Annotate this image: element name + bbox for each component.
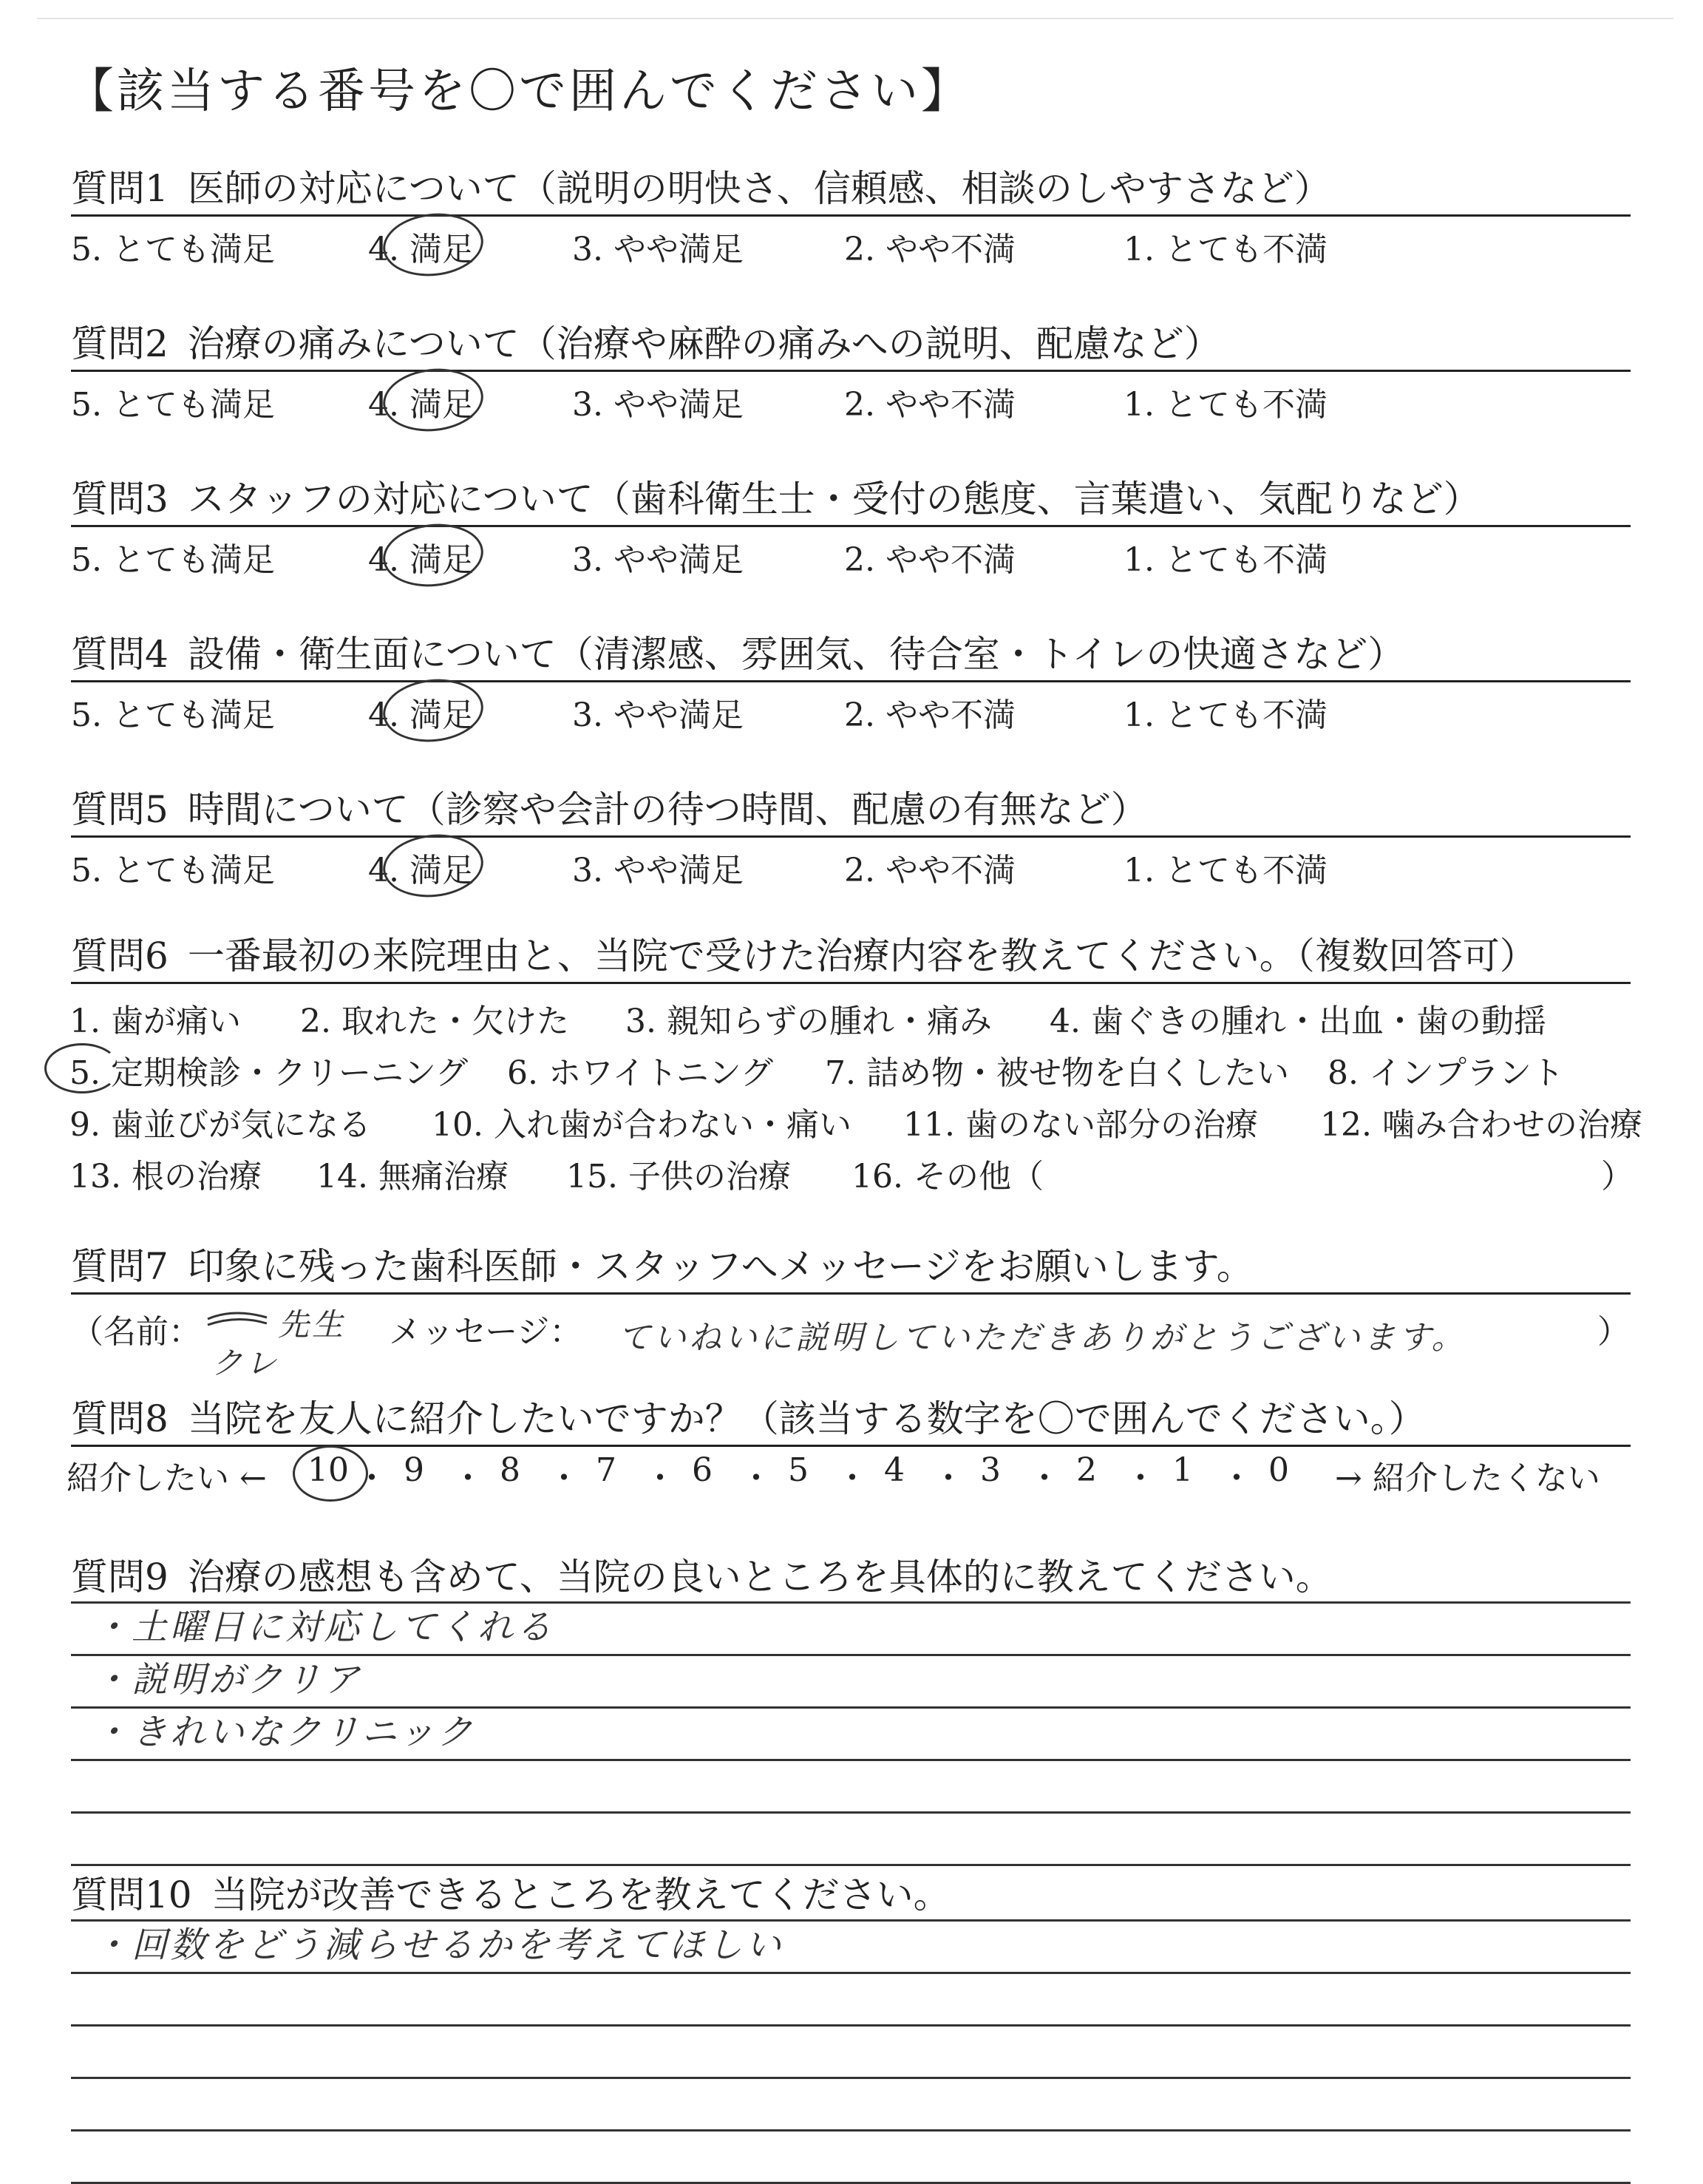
scale-value[interactable]: 1 [1172,1451,1193,1489]
scale-value[interactable]: 8 [500,1451,520,1489]
page-header: 【該当する番号を〇で囲んでください】 [67,64,971,119]
answer-line[interactable] [71,1761,1631,1814]
rating-option[interactable]: 1. とても不満 [1124,541,1328,579]
scale-separator: ・ [1028,1459,1061,1497]
treatment-option[interactable]: 5. 定期検診・クリーニング [69,1054,469,1092]
question-number: 質問1 [71,167,169,210]
treatment-option[interactable]: 1. 歯が痛い [69,1003,241,1040]
treatment-option[interactable]: 4. 歯ぐきの腫れ・出血・歯の動揺 [1050,1003,1546,1040]
scale-separator: ・ [644,1459,676,1497]
question-2 [71,319,1631,424]
treatment-option[interactable]: 8. インプラント [1328,1054,1564,1092]
rating-options [71,838,1631,889]
selection-circle [380,674,486,747]
question-text: 治療の感想も含めて、当院の良いところを具体的に教えてください。 [187,1556,1333,1598]
scale-separator: ・ [740,1459,772,1497]
scale-separator: ・ [1124,1459,1157,1497]
question-number: 質問7 [71,1245,169,1288]
handwritten-answer: ・きれいなクリニック [93,1712,476,1753]
treatment-option[interactable]: 15. 子供の治療 [566,1158,791,1196]
treatment-option[interactable]: 6. ホワイトニング [507,1054,774,1092]
answer-line[interactable] [71,1709,1631,1761]
question-number: 質問2 [71,322,169,365]
question-3 [71,475,1631,579]
answer-line[interactable] [71,2079,1631,2132]
question-10 [71,1871,1631,2184]
question-title [71,1553,1631,1601]
scale-value[interactable]: 4 [884,1451,905,1489]
rating-option[interactable]: 2. やや不満 [844,231,1016,268]
scale-value[interactable]: 10 [307,1451,349,1489]
question-title [71,164,1631,213]
question-8 [67,1394,1631,1499]
rating-options [71,527,1631,579]
answer-line[interactable] [71,2027,1631,2079]
rating-option[interactable]: 4. 満足 [368,231,475,268]
scale-value[interactable]: 0 [1268,1451,1289,1489]
question-1 [71,164,1631,268]
question-9 [71,1553,1631,1866]
scale-separator: ・ [356,1459,388,1497]
scale-value[interactable]: 7 [596,1451,616,1489]
question-number: 質問6 [71,935,169,977]
rating-options [71,682,1631,734]
scale-value[interactable]: 2 [1076,1451,1097,1489]
question-text: 一番最初の来院理由と、当院で受けた治療内容を教えてください。（複数回答可） [187,935,1537,977]
message-value: ていねいに説明していただきありがとうございます。 [618,1319,1467,1357]
question-number: 質問9 [71,1556,169,1598]
recommend-scale [67,1447,1631,1499]
question-number: 質問10 [71,1873,192,1916]
rating-option[interactable]: 1. とても不満 [1124,852,1328,889]
treatment-option[interactable]: 3. 親知らずの腫れ・痛み [625,1003,992,1040]
treatment-option[interactable]: 16. その他（ [852,1158,1044,1196]
question-text: 医師の対応について（説明の明快さ、信頼感、相談のしやすさなど） [187,167,1331,210]
question-text: 治療の痛みについて（治療や麻酔の痛みへの説明、配慮など） [187,322,1221,365]
question-text: 時間について（診察や会計の待つ時間、配慮の有無など） [187,788,1148,831]
question-title [71,630,1631,679]
question-title [71,932,1631,980]
question-4 [71,630,1631,734]
treatment-option[interactable]: 9. 歯並びが気になる [69,1106,371,1144]
question-number: 質問5 [71,788,169,831]
rating-option[interactable]: 5. とても満足 [71,231,275,268]
message-label: メッセージ： [389,1313,582,1351]
question-text: 印象に残った歯科医師・スタッフへメッセージをお願いします。 [187,1245,1254,1288]
question-7 [71,1242,1631,1381]
scale-separator: ・ [452,1459,484,1497]
rating-option[interactable]: 5. とても満足 [71,541,275,579]
scale-value[interactable]: 5 [788,1451,809,1489]
question-title [71,1242,1631,1291]
name-label: （名前： [71,1313,201,1351]
question-5 [71,785,1631,889]
treatment-option[interactable]: 10. 入れ歯が合わない・痛い [432,1106,852,1144]
question-text: 当院を友人に紹介したいですか？（該当する数字を〇で囲んでください。） [187,1397,1426,1440]
answer-line[interactable] [71,1601,1631,1656]
name-extra: クレ [211,1345,280,1381]
rating-option[interactable]: 4. 満足 [368,386,475,424]
question-text: スタッフの対応について（歯科衛生士・受付の態度、言葉遣い、気配りなど） [187,478,1481,520]
handwritten-answer: ・説明がクリア [93,1659,363,1700]
rating-option[interactable]: 5. とても満足 [71,852,275,889]
scale-separator: ・ [932,1459,965,1497]
rating-option[interactable]: 3. やや満足 [572,852,744,889]
rating-option[interactable]: 1. とても不満 [1124,696,1328,734]
close-paren: ） [1601,1158,1634,1196]
question-title [71,1394,1631,1443]
question-text: 当院が改善できるところを教えてください。 [211,1873,951,1916]
rating-option[interactable]: 2. やや不満 [844,541,1016,579]
rating-option[interactable]: 2. やや不満 [844,852,1016,889]
rating-option[interactable]: 3. やや満足 [572,541,744,579]
treatment-option[interactable]: 13. 根の治療 [69,1158,262,1196]
rating-option[interactable]: 3. やや満足 [572,231,744,268]
selection-circle [380,364,486,436]
scale-left-label: 紹介したい ← [67,1459,267,1497]
answer-line[interactable] [71,1656,1631,1709]
answer-line[interactable] [71,1919,1631,1974]
selection-circle [44,1043,120,1093]
rating-option[interactable]: 3. やや満足 [572,386,744,424]
question-title [71,1871,1631,1919]
selection-circle [380,830,486,902]
scale-separator: ・ [548,1459,580,1497]
page-top-edge [37,18,1673,19]
handwritten-answer: ・土曜日に対応してくれる [93,1607,555,1648]
scale-separator: ・ [1220,1459,1253,1497]
rating-option[interactable]: 4. 満足 [368,696,475,734]
treatment-option[interactable]: 11. 歯のない部分の治療 [903,1106,1258,1144]
question-title [71,319,1631,368]
name-strikethrough [204,1300,271,1335]
answer-line[interactable] [71,1814,1631,1866]
treatment-option[interactable]: 14. 無痛治療 [316,1158,509,1196]
question-title [71,785,1631,834]
handwritten-answer: ・回数をどう減らせるかを考えてほしい [93,1924,784,1966]
rating-option[interactable]: 3. やや満足 [572,696,744,734]
scale-value[interactable]: 3 [980,1451,1001,1489]
scale-right-label: → 紹介したくない [1335,1459,1600,1497]
close-paren: ） [1597,1313,1630,1351]
scale-value[interactable]: 6 [692,1451,713,1489]
question-6 [69,932,1642,1198]
rating-option[interactable]: 1. とても不満 [1124,231,1328,268]
rating-option[interactable]: 1. とても不満 [1124,386,1328,424]
treatment-option[interactable]: 12. 噛み合わせの治療 [1320,1106,1642,1144]
rating-options [71,217,1631,268]
rating-option[interactable]: 5. とても満足 [71,386,275,424]
answer-line[interactable] [71,1974,1631,2027]
question-title [71,475,1631,523]
rating-option[interactable]: 5. とても満足 [71,696,275,734]
name-value: 先生 [278,1306,347,1343]
scale-value[interactable]: 9 [404,1451,424,1489]
rating-option[interactable]: 4. 満足 [368,852,475,889]
answer-line[interactable] [71,2132,1631,2184]
treatment-option[interactable]: 2. 取れた・欠けた [300,1003,569,1040]
rating-option[interactable]: 4. 満足 [368,541,475,579]
scale-separator: ・ [836,1459,869,1497]
question-number: 質問4 [71,633,169,676]
rating-option[interactable]: 2. やや不満 [844,386,1016,424]
question-number: 質問8 [71,1397,169,1440]
question-number: 質問3 [71,478,169,520]
question-text: 設備・衛生面について（清潔感、雰囲気、待合室・トイレの快適さなど） [187,633,1405,676]
selection-circle [380,519,486,591]
treatment-option[interactable]: 7. 詰め物・被せ物を白くしたい [825,1054,1289,1092]
selection-circle [380,208,486,281]
rating-option[interactable]: 2. やや不満 [844,696,1016,734]
rating-options [71,372,1631,424]
